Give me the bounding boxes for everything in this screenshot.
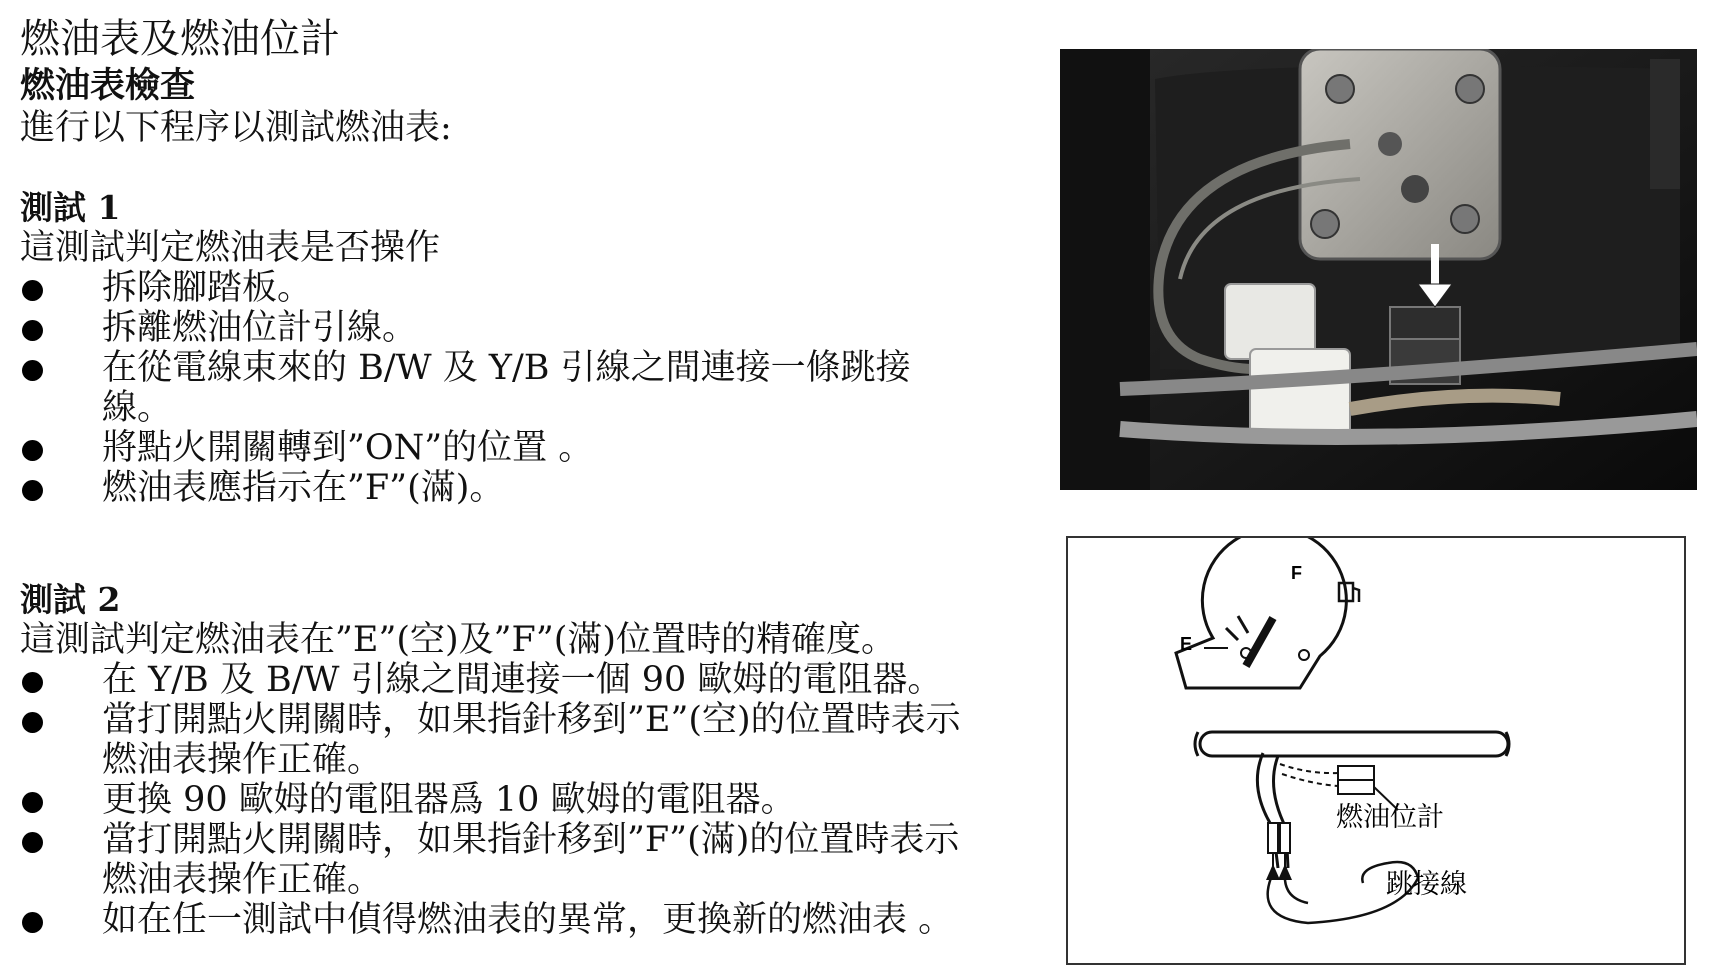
- list-item: 當打開點火開關時，如果指針移到”E”(空)的位置時表示燃油表操作正確。: [20, 700, 980, 780]
- harness-tube: [1195, 732, 1509, 756]
- wiring-diagram-illustration: [1068, 538, 1684, 963]
- bullet-icon: [22, 672, 43, 693]
- bullet-icon: [22, 792, 43, 813]
- bullet-icon: [22, 280, 43, 301]
- list-item: 在 Y/B 及 B/W 引線之間連接一個 90 歐姆的電阻器。: [20, 660, 980, 700]
- list-item: 如在任一測試中偵得燃油表的異常，更換新的燃油表 。: [20, 900, 980, 940]
- bullet-icon: [22, 360, 43, 381]
- test1-desc: 這測試判定燃油表是否操作: [20, 228, 441, 268]
- wiring-diagram: [1066, 536, 1686, 965]
- gauge-empty-label: E: [1180, 634, 1193, 654]
- sender-label: 燃油位計: [1336, 802, 1444, 833]
- test2-desc: 這測試判定燃油表在”E”(空)及”F”(滿)位置時的精確度。: [20, 620, 897, 660]
- intro-text: 進行以下程序以測試燃油表:: [20, 108, 452, 148]
- bullet-icon: [22, 712, 43, 733]
- list-item: 將點火開關轉到”ON”的位置 。: [20, 428, 980, 468]
- text-column: [20, 14, 980, 940]
- test2-steps: [20, 660, 980, 940]
- bullet-icon: [22, 440, 43, 461]
- list-item: 當打開點火開關時，如果指針移到”F”(滿)的位置時表示燃油表操作正確。: [20, 820, 980, 900]
- test1-steps: [20, 268, 980, 508]
- jumper-label: 跳接線: [1386, 869, 1467, 900]
- list-item: 更換 90 歐姆的電阻器爲 10 歐姆的電阻器。: [20, 780, 980, 820]
- list-item: 在從電線束來的 B/W 及 Y/B 引線之間連接一條跳接線。: [20, 348, 980, 428]
- sender-photo-illustration: [1060, 49, 1697, 490]
- list-item: 燃油表應指示在”F”(滿)。: [20, 468, 980, 508]
- sender-photo: [1060, 49, 1697, 490]
- test2-heading: 測試 2: [20, 580, 121, 619]
- bullet-icon: [22, 480, 43, 501]
- gauge-full-label: F: [1291, 563, 1302, 583]
- list-item: 拆除腳踏板。: [20, 268, 980, 308]
- page-subtitle: 燃油表檢查: [20, 65, 196, 106]
- page-title: 燃油表及燃油位計: [20, 16, 340, 62]
- list-item: 拆離燃油位計引線。: [20, 308, 980, 348]
- test1-heading: 測試 1: [20, 188, 121, 227]
- fuel-pump-icon: [1339, 583, 1359, 602]
- bullet-icon: [22, 320, 43, 341]
- bullet-icon: [22, 832, 43, 853]
- bullet-icon: [22, 912, 43, 933]
